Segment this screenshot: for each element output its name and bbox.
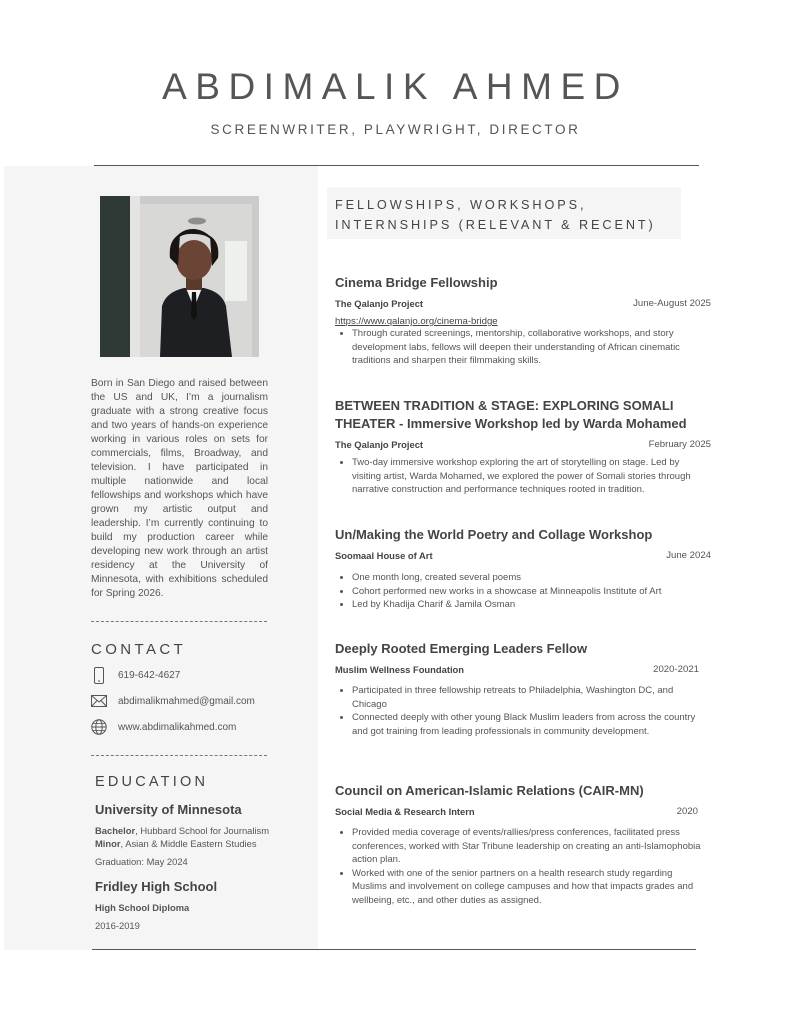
education-degree-label: Bachelor (95, 825, 136, 836)
contact-phone-text[interactable]: 619-642-4627 (118, 669, 181, 681)
entry-bullets (352, 684, 707, 738)
entry-date: 2020 (676, 806, 698, 817)
entry-org (335, 806, 711, 819)
entry-org-name: Soomaal House of Art (335, 550, 433, 561)
resume-name: ABDIMALIK AHMED (162, 66, 629, 107)
entry-title: Deeply Rooted Emerging Leaders Fellow (335, 641, 588, 656)
sidebar-divider (91, 755, 267, 756)
entry-bullet: • Participated in three fellowship retreats to Philadelphia, Washington DC, and Chicago (352, 684, 707, 711)
education-degree (95, 825, 269, 836)
entry-date: June-August 2025 (633, 298, 711, 309)
experience-entry (335, 782, 711, 907)
education-degree-detail: , Hubbard School for Journalism (135, 825, 270, 836)
entry-bullet: • Worked with one of the senior partners on a health research study regarding Muslims and involvement on college campuses and how that impacts grades and wellbeing, etc., and other duties as assigned. (352, 867, 707, 908)
entry-org (335, 664, 711, 677)
entry-bullets (352, 456, 711, 497)
entry-bullets (352, 571, 711, 612)
globe-icon (91, 719, 107, 735)
entry-bullet: • Cohort performed new works in a showcase at Minneapolis Institute of Art (352, 585, 711, 599)
phone-icon (91, 667, 107, 683)
experience-entry (335, 274, 711, 368)
entry-bullet: • Connected deeply with other young Black Muslim leaders from across the country and got training from leading professionals in community development. (352, 711, 707, 738)
entry-org-name: The Qalanjo Project (335, 298, 424, 309)
entry-title: Council on American-Islamic Relations (CAIR-MN) (335, 783, 644, 798)
education-school-name: Fridley High School (95, 879, 218, 894)
contact-website (91, 718, 311, 736)
entry-title: Cinema Bridge Fellowship (335, 275, 498, 290)
education-years: 2016-2019 (95, 920, 140, 931)
entry-org-name: The Qalanjo Project (335, 439, 424, 450)
entry-bullet: • Provided media coverage of events/rallies/press conferences, facilitated press conferences, worked with Star Tribune leadership on creating an anti-Islamophobia action plan. (352, 826, 707, 867)
footer-divider (92, 949, 696, 950)
entry-date: 2020-2021 (653, 664, 699, 675)
entry-org-name: Muslim Wellness Foundation (335, 664, 465, 675)
education-graduation: Graduation: May 2024 (95, 856, 188, 867)
education-minor-detail: , Asian & Middle Eastern Studies (120, 838, 257, 849)
contact-phone (91, 666, 311, 684)
education-diploma: High School Diploma (95, 902, 190, 913)
profile-photo (100, 196, 259, 357)
entry-date: February 2025 (648, 439, 711, 450)
contact-email (91, 692, 311, 710)
entry-org (335, 298, 711, 311)
section-heading-box (327, 187, 681, 239)
experience-entry (335, 526, 711, 612)
resume-subtitle: SCREENWRITER, PLAYWRIGHT, DIRECTOR (210, 122, 581, 137)
mail-icon (91, 693, 107, 709)
entry-date: June 2024 (666, 550, 711, 561)
entry-link[interactable]: https://www.qalanjo.org/cinema-bridge (335, 316, 498, 327)
entry-title: BETWEEN TRADITION & STAGE: EXPLORING SOMALI (335, 398, 674, 413)
bio-paragraph: Born in San Diego and raised between the US and UK, I’m a journalism graduate with a strong creative focus and two years of hands-on experience working in various roles on sets for commercials, films, Broadway, and television. I have participated in multiple nationwide and local fellowships and workshops which have grown my artistic output and leadership. I’m currently continuing to build my production career while developing new work through an artist residency at the University of Minnesota, with exhibitions scheduled for Spring 2026. (91, 378, 268, 599)
contact-website-text[interactable]: www.abdimalikahmed.com (118, 721, 237, 733)
entry-bullets (352, 327, 711, 368)
experience-entry (335, 397, 711, 497)
entry-title: Un/Making the World Poetry and Collage Workshop (335, 527, 653, 542)
entry-bullet: • One month long, created several poems (352, 571, 711, 585)
education-minor-label: Minor (95, 838, 121, 849)
section-heading-line: INTERNSHIPS (RELEVANT & RECENT) (335, 218, 656, 232)
entry-bullets (352, 826, 707, 907)
experience-entry (335, 640, 711, 738)
education-heading: EDUCATION (95, 774, 209, 790)
entry-org (335, 550, 711, 563)
entry-bullet: • Led by Khadija Charif & Jamila Osman (352, 598, 711, 612)
profile-photo-illustration (100, 196, 259, 357)
entry-bullet: • Through curated screenings, mentorship, collaborative workshops, and story development labs, fellows will deepen their understanding of African cinematic traditions and sharpen their filmmaking skills. (352, 327, 711, 368)
sidebar-divider (91, 621, 267, 622)
entry-bullet: • Two-day immersive workshop exploring the art of storytelling on stage. Led by visiting artist, Warda Mohamed, we explored the power of Somali stories through narrative construction and performance techniques rooted in tradition. (352, 456, 711, 497)
entry-title: THEATER - Immersive Workshop led by Warda Mohamed (335, 416, 687, 431)
contact-heading: CONTACT (91, 641, 187, 658)
education-school-name: University of Minnesota (95, 802, 242, 817)
entry-org (335, 439, 711, 452)
section-heading-line: FELLOWSHIPS, WORKSHOPS, (335, 198, 587, 212)
contact-email-text[interactable]: abdimalikmahmed@gmail.com (118, 695, 255, 707)
education-minor (95, 838, 257, 849)
entry-org-name: Social Media & Research Intern (335, 806, 475, 817)
